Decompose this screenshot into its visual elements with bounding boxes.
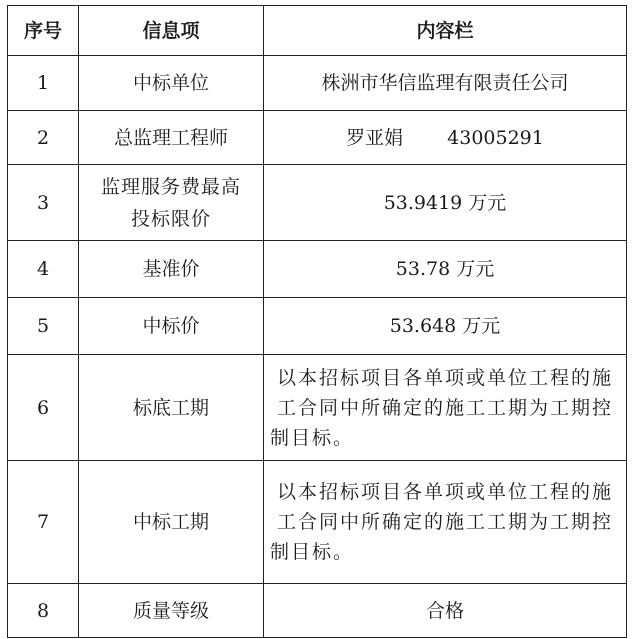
row-item: 中标单位 (79, 56, 264, 111)
row-item: 中标价 (79, 298, 264, 355)
row-content: 以本招标项目各单项或单位工程的施工合同中所确定的施工工期为工期控制目标。 (264, 461, 627, 584)
table-row (8, 56, 627, 111)
row-no: 1 (8, 56, 79, 111)
table-row (8, 584, 627, 638)
table-row (8, 111, 627, 165)
row-no: 4 (8, 241, 79, 298)
row-item: 质量等级 (79, 584, 264, 638)
row-no: 6 (8, 355, 79, 461)
bid-info-table (7, 5, 627, 638)
row-item (79, 165, 264, 241)
row-item: 总监理工程师 (79, 111, 264, 165)
table-row (8, 298, 627, 355)
supervisor-name: 罗亚娟 (346, 126, 404, 149)
row-no: 8 (8, 584, 79, 638)
row-item: 中标工期 (79, 461, 264, 584)
row-content: 合格 (264, 584, 627, 638)
table-row (8, 165, 627, 241)
row-no: 7 (8, 461, 79, 584)
row-no: 3 (8, 165, 79, 241)
table-header-row (8, 6, 627, 56)
row-content: 株洲市华信监理有限责任公司 (264, 56, 627, 111)
header-content: 内容栏 (264, 6, 627, 56)
table-row (8, 241, 627, 298)
supervisor-code: 43005291 (447, 126, 544, 149)
table-row (8, 355, 627, 461)
header-no: 序号 (8, 6, 79, 56)
row-content: 53.9419 万元 (264, 165, 627, 241)
row-content: 53.648 万元 (264, 298, 627, 355)
row-item: 基准价 (79, 241, 264, 298)
row-item: 标底工期 (79, 355, 264, 461)
row-content: 53.78 万元 (264, 241, 627, 298)
header-item: 信息项 (79, 6, 264, 56)
row-content: 以本招标项目各单项或单位工程的施工合同中所确定的施工工期为工期控制目标。 (264, 355, 627, 461)
table-row (8, 461, 627, 584)
row-content (264, 111, 627, 165)
row-no: 5 (8, 298, 79, 355)
row-no: 2 (8, 111, 79, 165)
row-item-text: 监理服务费最高投标限价 (100, 175, 241, 230)
